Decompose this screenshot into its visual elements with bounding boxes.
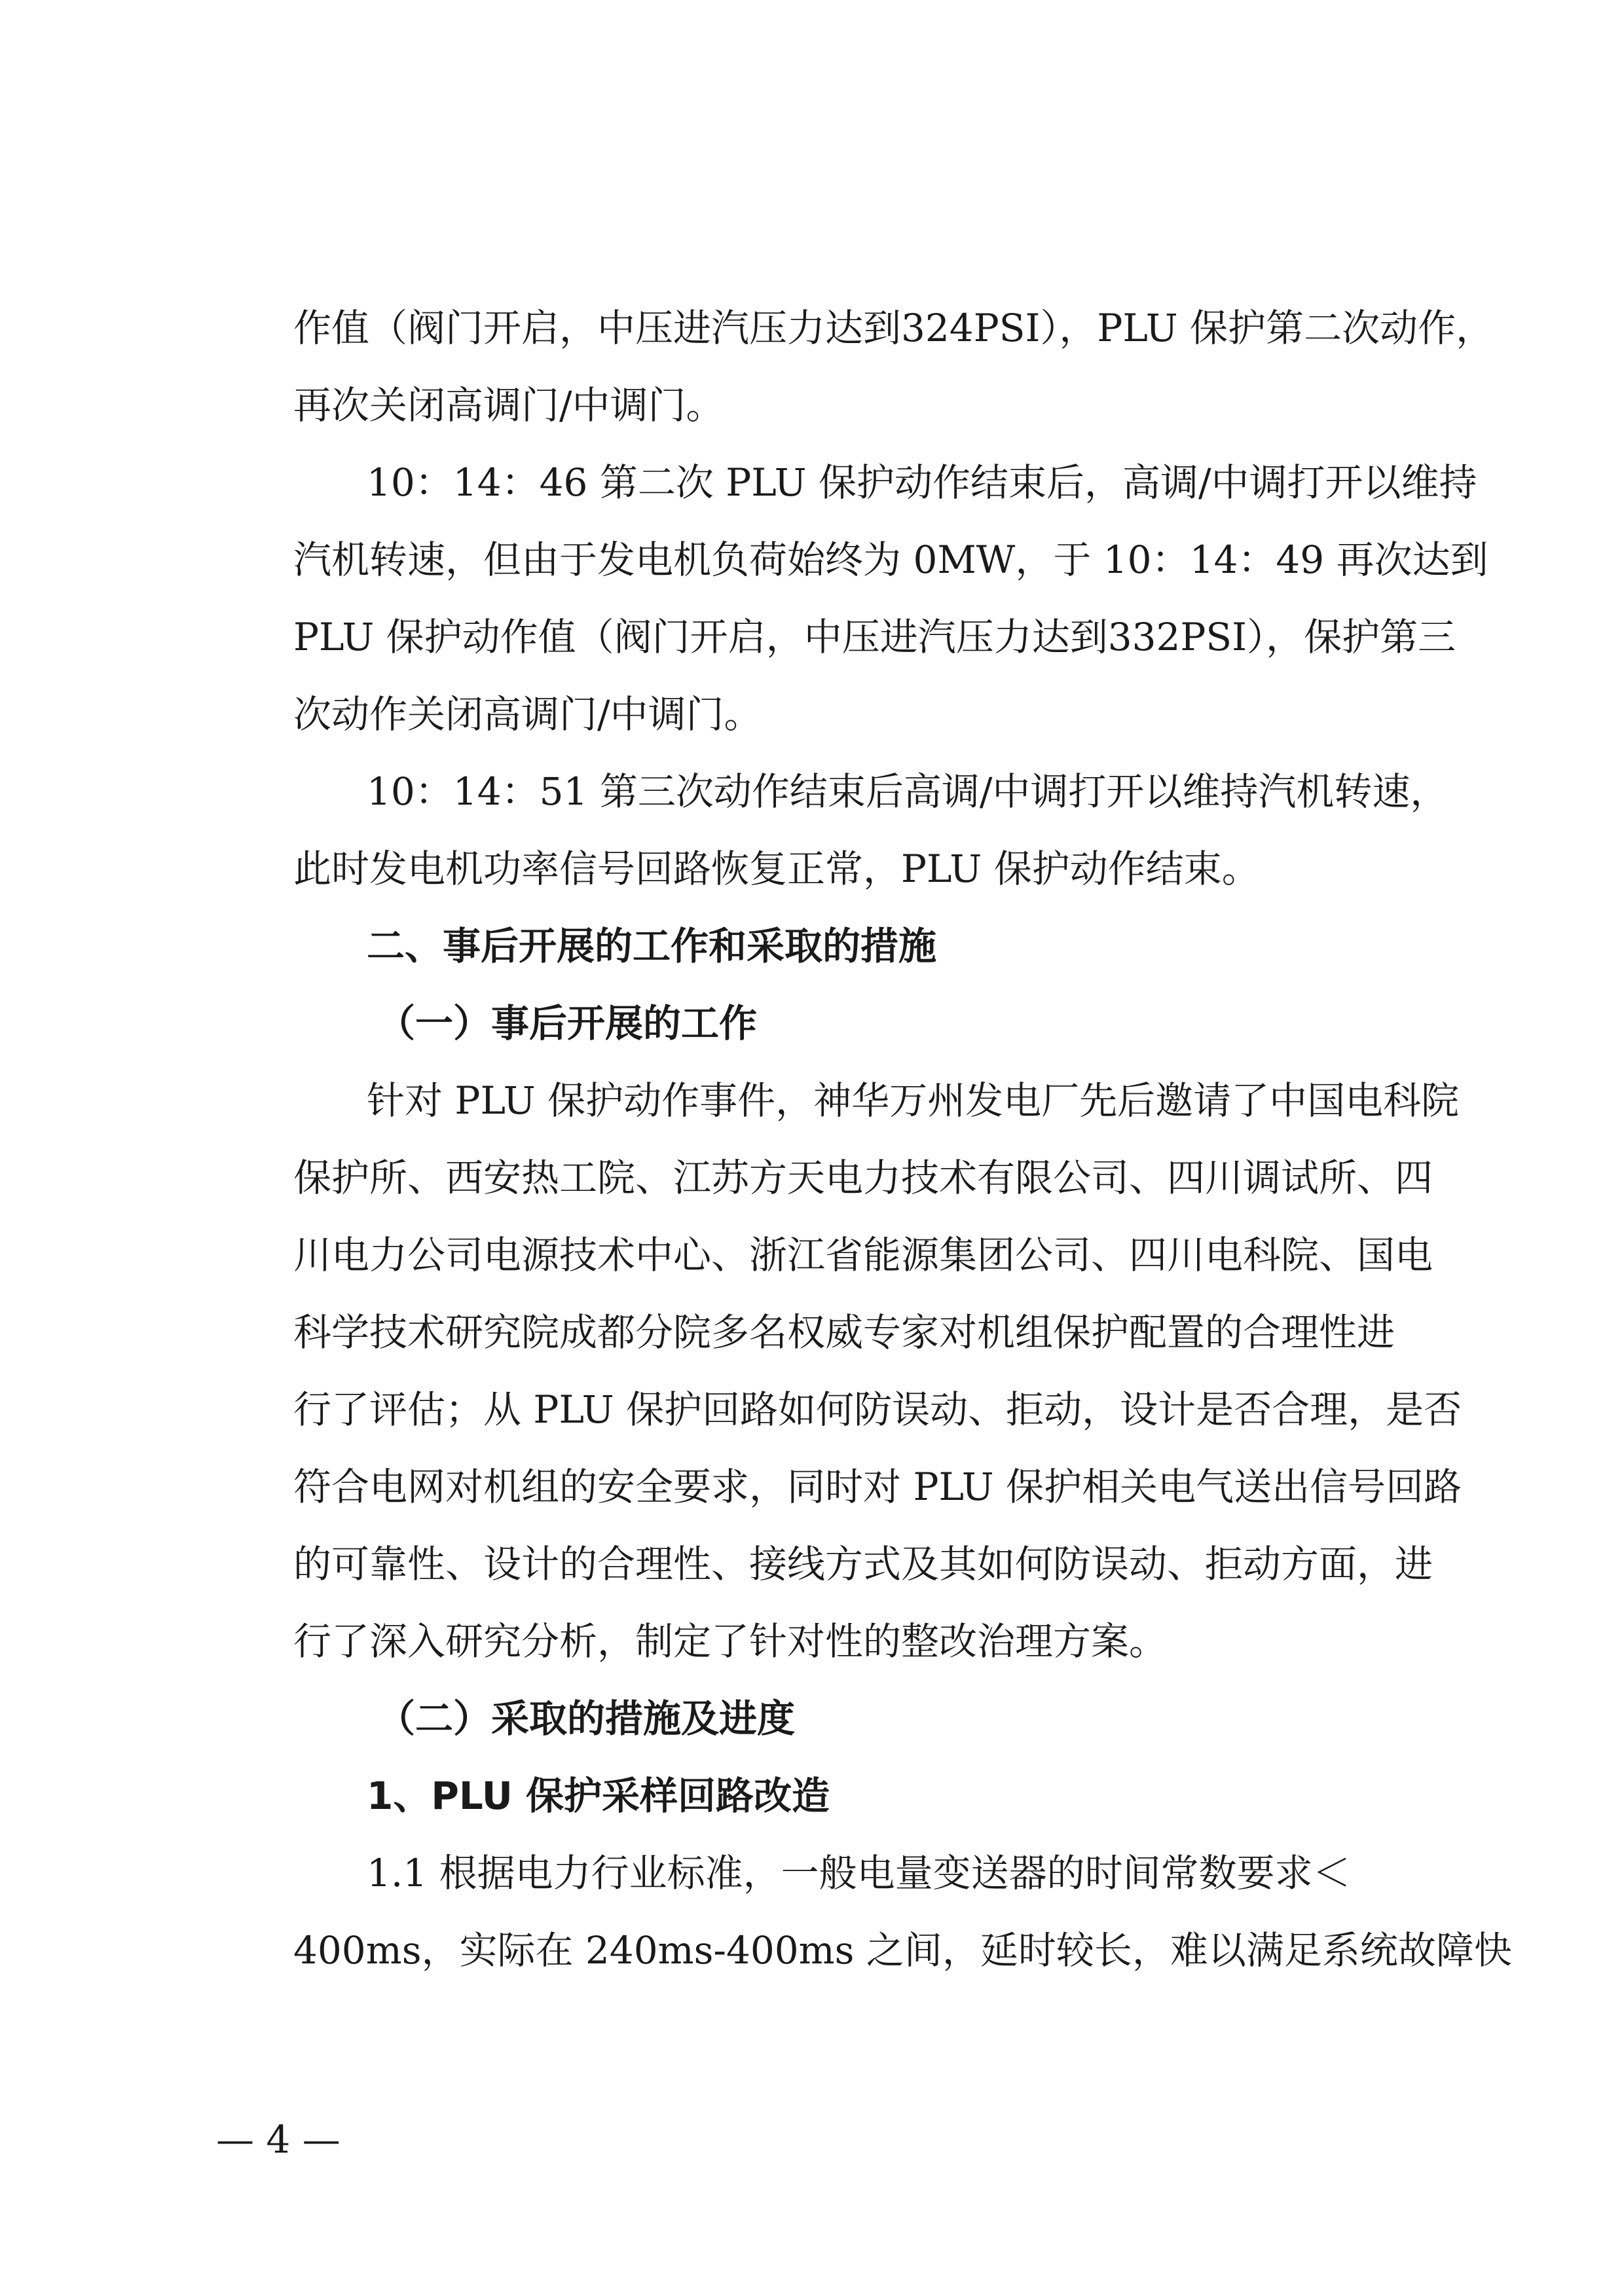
paragraph-line: 作值（阀门开启，中压进汽压力达到324PSI），PLU 保护第二次动作， (293, 306, 1494, 350)
paragraph-line: 10：14：51 第三次动作结束后高调/中调打开以维持汽机转速， (367, 769, 1449, 814)
item-heading: 1、PLU 保护采样回路改造 (367, 1774, 830, 1818)
section-heading: 二、事后开展的工作和采取的措施 (367, 924, 937, 968)
paragraph-line: 行了深入研究分析，制定了针对性的整改治理方案。 (293, 1619, 1168, 1664)
document-body (293, 289, 1512, 1989)
paragraph-line: 1.1 根据电力行业标准，一般电量变送器的时间常数要求＜ (367, 1851, 1351, 1895)
paragraph-line: 此时发电机功率信号回路恢复正常，PLU 保护动作结束。 (293, 847, 1260, 891)
paragraph-line: 科学技术研究院成都分院多名权威专家对机组保护配置的合理性进 (293, 1310, 1395, 1355)
subsection-heading: （一）事后开展的工作 (377, 1001, 758, 1046)
paragraph-line: 次动作关闭高调门/中调门。 (293, 692, 762, 737)
paragraph-line: 针对 PLU 保护动作事件，神华万州发电厂先后邀请了中国电科院 (367, 1078, 1460, 1123)
paragraph-line: 行了评估；从 PLU 保护回路如何防误动、拒动，设计是否合理，是否 (293, 1387, 1462, 1432)
paragraph-line: 符合电网对机组的安全要求，同时对 PLU 保护相关电气送出信号回路 (293, 1465, 1462, 1509)
paragraph-line: PLU 保护动作值（阀门开启，中压进汽压力达到332PSI），保护第三 (293, 615, 1456, 659)
paragraph-line: 10：14：46 第二次 PLU 保护动作结束后，高调/中调打开以维持 (367, 460, 1477, 505)
page-number: — 4 — (216, 2117, 341, 2162)
subsection-heading: （二）采取的措施及进度 (377, 1696, 796, 1741)
paragraph-line: 保护所、西安热工院、江苏方天电力技术有限公司、四川调试所、四 (293, 1156, 1433, 1200)
paragraph-line: 再次关闭高调门/中调门。 (293, 383, 724, 428)
paragraph-line: 400ms，实际在 240ms-400ms 之间，延时较长，难以满足系统故障快 (293, 1928, 1512, 1973)
paragraph-line: 的可靠性、设计的合理性、接线方式及其如何防误动、拒动方面，进 (293, 1542, 1433, 1586)
paragraph-line: 汽机转速，但由于发电机负荷始终为 0MW，于 10：14：49 再次达到 (293, 538, 1488, 582)
paragraph-line: 川电力公司电源技术中心、浙江省能源集团公司、四川电科院、国电 (293, 1233, 1433, 1277)
